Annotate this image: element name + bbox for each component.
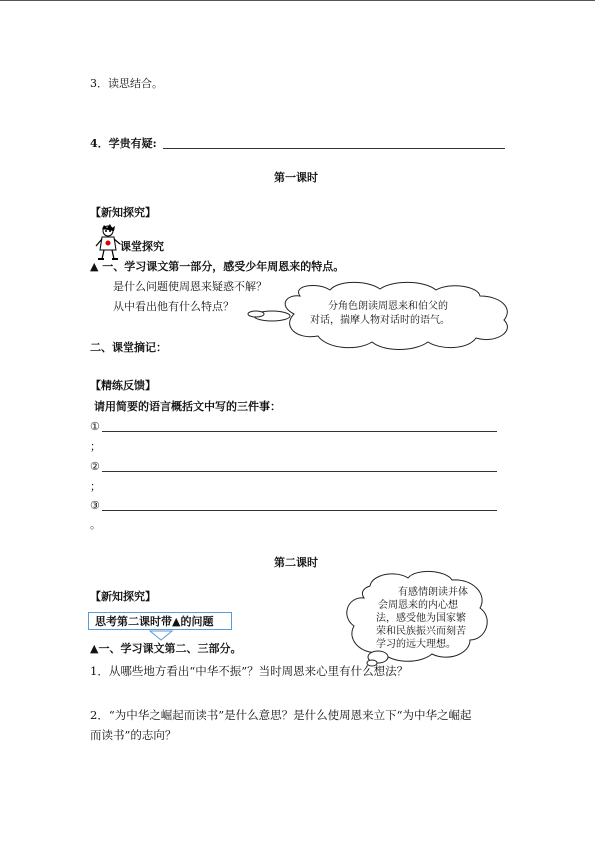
cloud-2-text-line-5: 学习的远大理想。 (376, 639, 456, 650)
lesson2-explore-heading: 【新知探究】 (90, 590, 156, 603)
event-2-separator: ； (90, 480, 101, 493)
item-4: 4．学贵有疑: (90, 137, 157, 150)
box-arrow (150, 631, 172, 640)
lesson1-explore-heading: 【新知探究】 (90, 206, 156, 219)
event-3-marker: ③ (90, 499, 100, 512)
lesson1-title: 第一课时 (274, 171, 318, 184)
cloud-1-bubble-small (248, 311, 264, 317)
question-4-line-1: 2．“为中华之崛起而读书”是什么意思？是什么使周恩来立下“为中华之崛起 (90, 708, 472, 722)
think-box: 思考第二课时带▲的问题 (88, 612, 232, 630)
class-explore-label: 课堂探究 (120, 240, 164, 253)
event-1-marker: ① (90, 420, 100, 433)
event-1-line (102, 431, 497, 432)
event-2-line (102, 471, 497, 472)
question-1: 是什么问题使周恩来疑惑不解？ (113, 280, 267, 293)
cloud-1-text-line-1: 分角色朗读周恩来和伯父的 (328, 301, 448, 312)
part23-heading: ▲一、学习课文第二、三部分。 (90, 642, 242, 655)
cloud-2-text-line-4: 荣和民族振兴而刻苦 (376, 626, 466, 637)
event-3-line (102, 510, 497, 511)
cloud-2-text-line-1: 有感情朗读并体 (398, 587, 468, 598)
cloud-1-text-line-2: 对话，揣摩人物对话时的语气。 (310, 315, 450, 326)
notes-heading: 二、课堂摘记： (90, 341, 167, 354)
question-2: 从中看出他有什么特点？ (113, 300, 234, 313)
event-3-end: 。 (90, 518, 101, 531)
cloud-2-text-line-2: 会周恩来的内心想 (378, 600, 458, 611)
question-4-line-2: 而读书”的志向？ (90, 728, 177, 742)
event-1-separator: ； (90, 440, 101, 453)
cloud-2-text-line-3: 法，感受他为国家繁 (376, 613, 466, 624)
lesson2-title: 第二课时 (274, 556, 318, 569)
feedback-heading: 【精练反馈】 (90, 379, 156, 392)
summary-prompt: 请用简要的语言概括文中写的三件事： (94, 400, 281, 413)
part1-heading: ▲ 一、学习课文第一部分，感受少年周恩来的特点。 (90, 260, 345, 273)
event-2-marker: ② (90, 460, 100, 473)
question-3: 1．从哪些地方看出“中华不振”？当时周恩来心里有什么想法？ (90, 664, 409, 678)
item-3: 3．读思结合。 (90, 77, 163, 90)
